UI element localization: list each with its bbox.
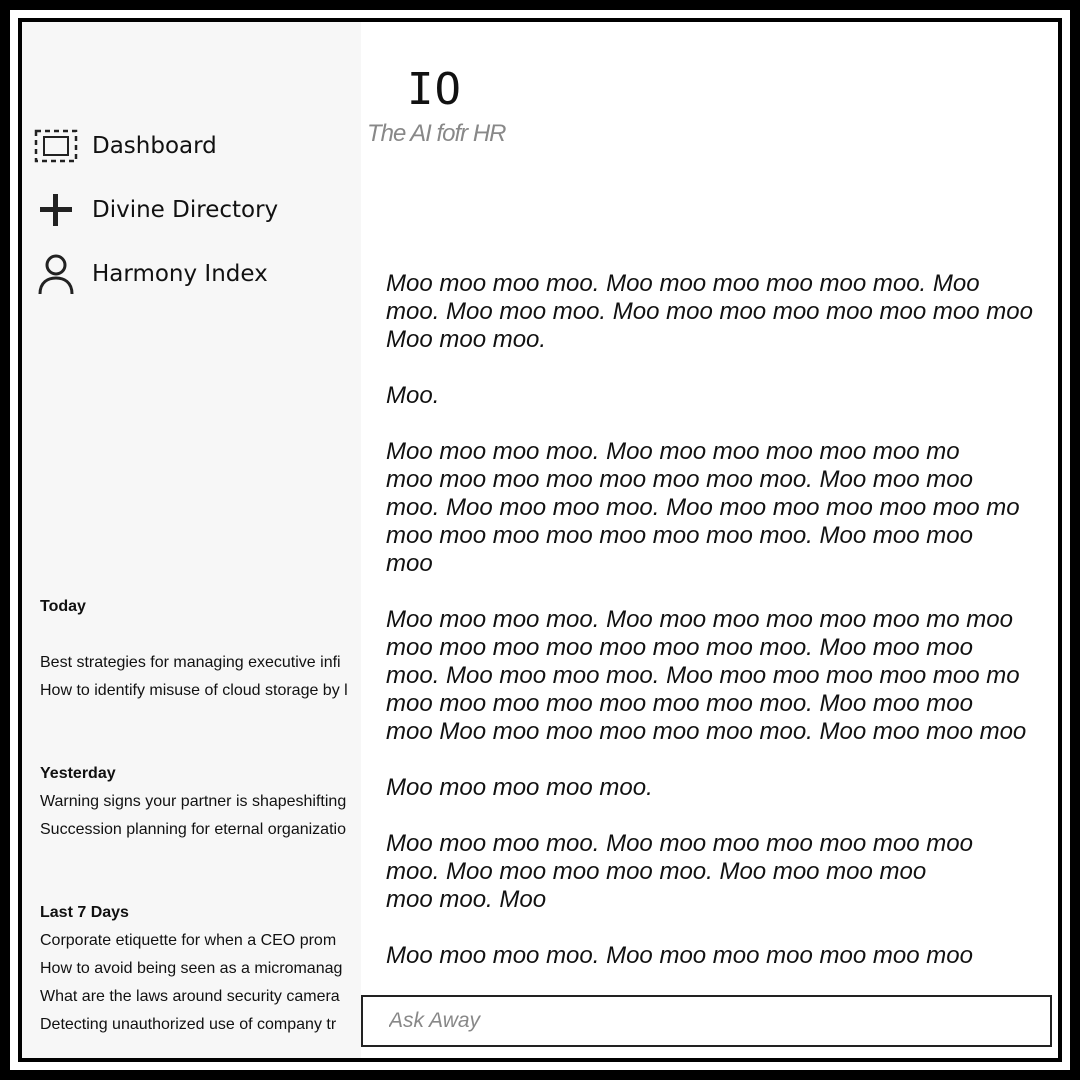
message-paragraph: Moo moo moo moo. Moo moo moo moo moo moo. Moo moo. Moo moo moo. Moo moo moo moo moo moo moo moo Moo moo moo.: [386, 270, 1033, 353]
message-paragraph: Moo moo moo moo moo.: [386, 774, 653, 801]
brand-title: IO: [407, 64, 462, 115]
brand-subtitle: The AI fofr HR: [367, 120, 506, 147]
history-item[interactable]: How to identify misuse of cloud storage by l: [40, 682, 348, 699]
history-group-title-last-7-days: Last 7 Days: [40, 904, 129, 921]
ask-input[interactable]: [363, 997, 1050, 1045]
dashboard-icon: [34, 124, 78, 168]
nav-item-dashboard[interactable]: [34, 124, 217, 168]
sidebar: [22, 22, 361, 1058]
user-icon: [34, 252, 78, 296]
nav-label-dashboard: Dashboard: [92, 133, 217, 159]
chat-messages: [386, 270, 1058, 998]
history-item[interactable]: Succession planning for eternal organizatio: [40, 821, 346, 838]
message-paragraph: Moo.: [386, 382, 440, 409]
history-group-title-yesterday: Yesterday: [40, 765, 116, 782]
history-item[interactable]: Warning signs your partner is shapeshifting: [40, 793, 347, 810]
ask-box: [361, 995, 1052, 1047]
history-group-title-today: Today: [40, 598, 86, 615]
nav-label-divine-directory: Divine Directory: [92, 197, 279, 223]
plus-icon: [34, 188, 78, 232]
nav-label-harmony-index: Harmony Index: [92, 261, 268, 287]
history-item[interactable]: Best strategies for managing executive infi: [40, 654, 341, 671]
nav-item-harmony-index[interactable]: [34, 252, 268, 296]
message-paragraph: Moo moo moo moo. Moo moo moo moo moo moo moo: [386, 942, 973, 969]
history-item[interactable]: How to avoid being seen as a micromanag: [40, 960, 343, 977]
message-paragraph: Moo moo moo moo. Moo moo moo moo moo moo mo moo moo moo moo moo moo moo moo. Moo moo moo moo. Moo moo moo moo. Moo moo moo moo moo moo mo moo moo moo moo moo moo moo moo. Moo moo moo moo: [386, 438, 1020, 577]
message-paragraph: Moo moo moo moo. Moo moo moo moo moo moo moo moo. Moo moo moo moo moo. Moo moo moo moo moo moo. Moo: [386, 830, 973, 913]
chat-main: [361, 22, 1058, 1058]
nav-item-divine-directory[interactable]: [34, 188, 278, 232]
history-item[interactable]: Detecting unauthorized use of company tr: [40, 1016, 337, 1033]
message-paragraph: Moo moo moo moo. Moo moo moo moo moo moo mo moo moo moo moo moo moo moo moo moo. Moo moo moo moo. Moo moo moo moo. Moo moo moo moo moo moo mo moo moo moo moo moo moo moo moo. Moo moo moo moo Moo moo moo moo moo moo moo. Moo moo moo moo: [386, 606, 1027, 745]
history-item[interactable]: What are the laws around security camera: [40, 988, 340, 1005]
app-window: [22, 22, 1058, 1058]
history-item[interactable]: Corporate etiquette for when a CEO prom: [40, 932, 337, 949]
